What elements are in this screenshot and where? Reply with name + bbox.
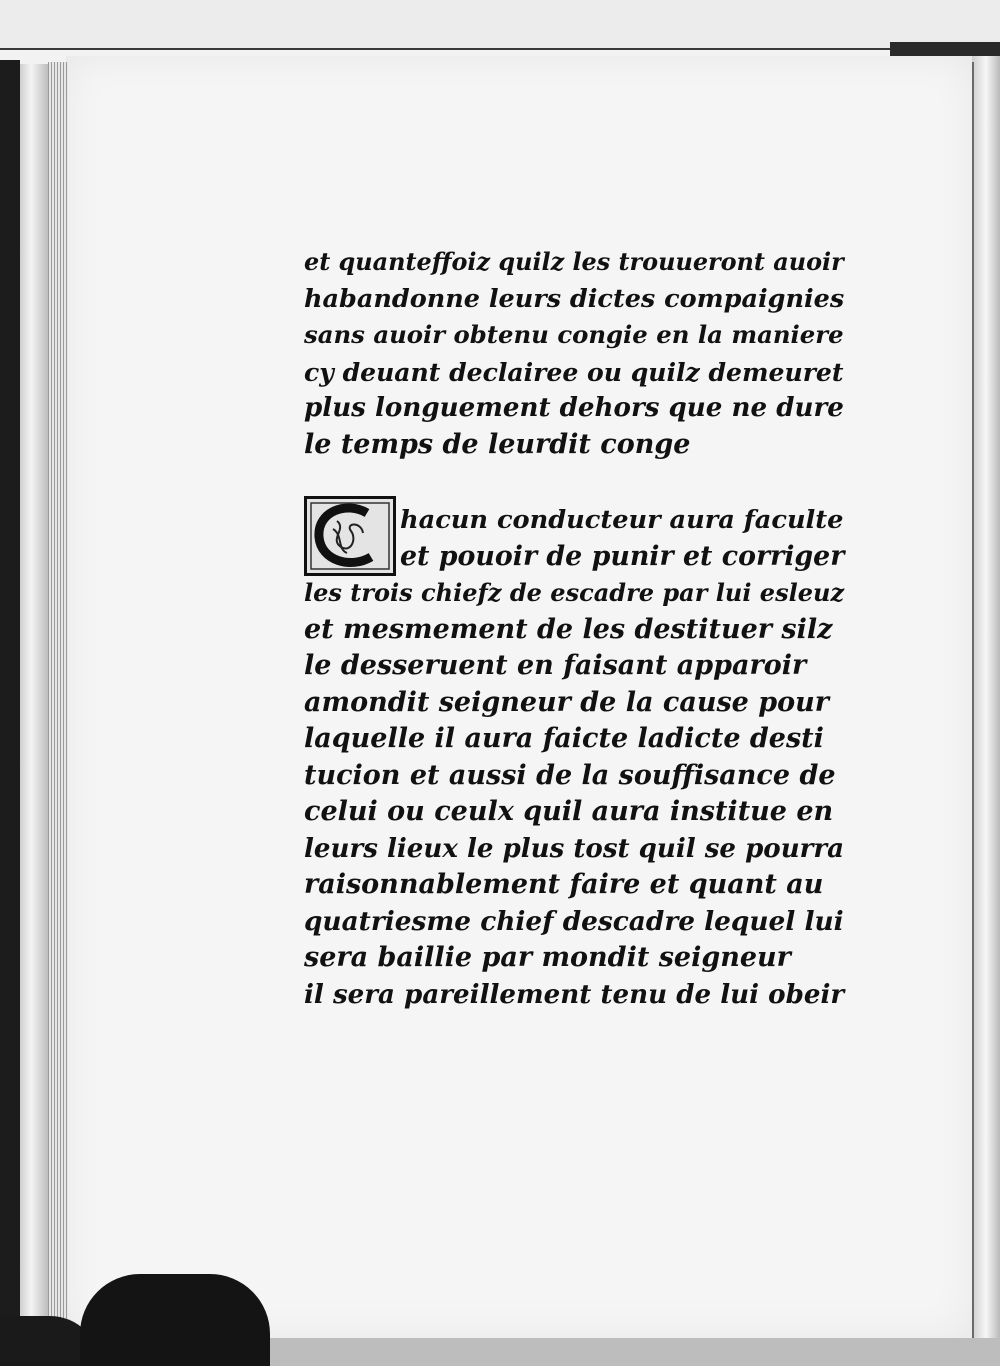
text-line: tucion et aussi de la souffisance de (304, 759, 836, 791)
text-line: raisonnablement faire et quant au (304, 869, 824, 900)
text-line: les trois chiefz de escadre par lui esleuz (304, 578, 845, 607)
text-line: il sera pareillement tenu de lui obeir (304, 978, 845, 1010)
text-line: leurs lieux le plus tost quil se pourra (304, 833, 845, 864)
text-line: et mesmement de les destituer silz (304, 613, 833, 645)
right-edge-line (972, 62, 974, 1338)
top-edge (0, 0, 1000, 50)
text-line: habandonne leurs dictes compaignies (304, 283, 845, 314)
right-page-edge (972, 56, 1000, 1366)
text-line: celui ou ceulx quil aura institue en (304, 796, 834, 827)
binding-shadow (0, 60, 20, 1366)
text-line: le temps de leurdit conge (304, 428, 691, 460)
text-line: et quanteffoiz quilz les trouueront auoir (304, 248, 844, 276)
page-stack-edge (48, 62, 68, 1332)
text-line: amondit seigneur de la cause pour (304, 686, 829, 718)
text-line: sera baillie par mondit seigneur (304, 942, 791, 973)
paragraph-2 (304, 502, 844, 1013)
paragraph-1 (304, 244, 844, 463)
text-line: plus longuement dehors que ne dure (304, 392, 844, 423)
text-line: cy deuant declairee ou quilz demeuret (304, 356, 844, 387)
text-line: sans auoir obtenu congie en la maniere (304, 320, 844, 349)
text-line: hacun conducteur aura faculte (400, 505, 844, 535)
binding-strip (20, 64, 48, 1334)
text-line: et pouoir de punir et corriger (400, 540, 845, 572)
text-line: quatriesme chief descadre lequel lui (304, 905, 844, 937)
text-line: le desseruent en faisant apparoir (304, 650, 807, 681)
top-right-shadow (890, 42, 1000, 56)
thumb-shadow (80, 1274, 270, 1366)
text-line: laquelle il aura faicte ladicte desti (304, 723, 824, 754)
